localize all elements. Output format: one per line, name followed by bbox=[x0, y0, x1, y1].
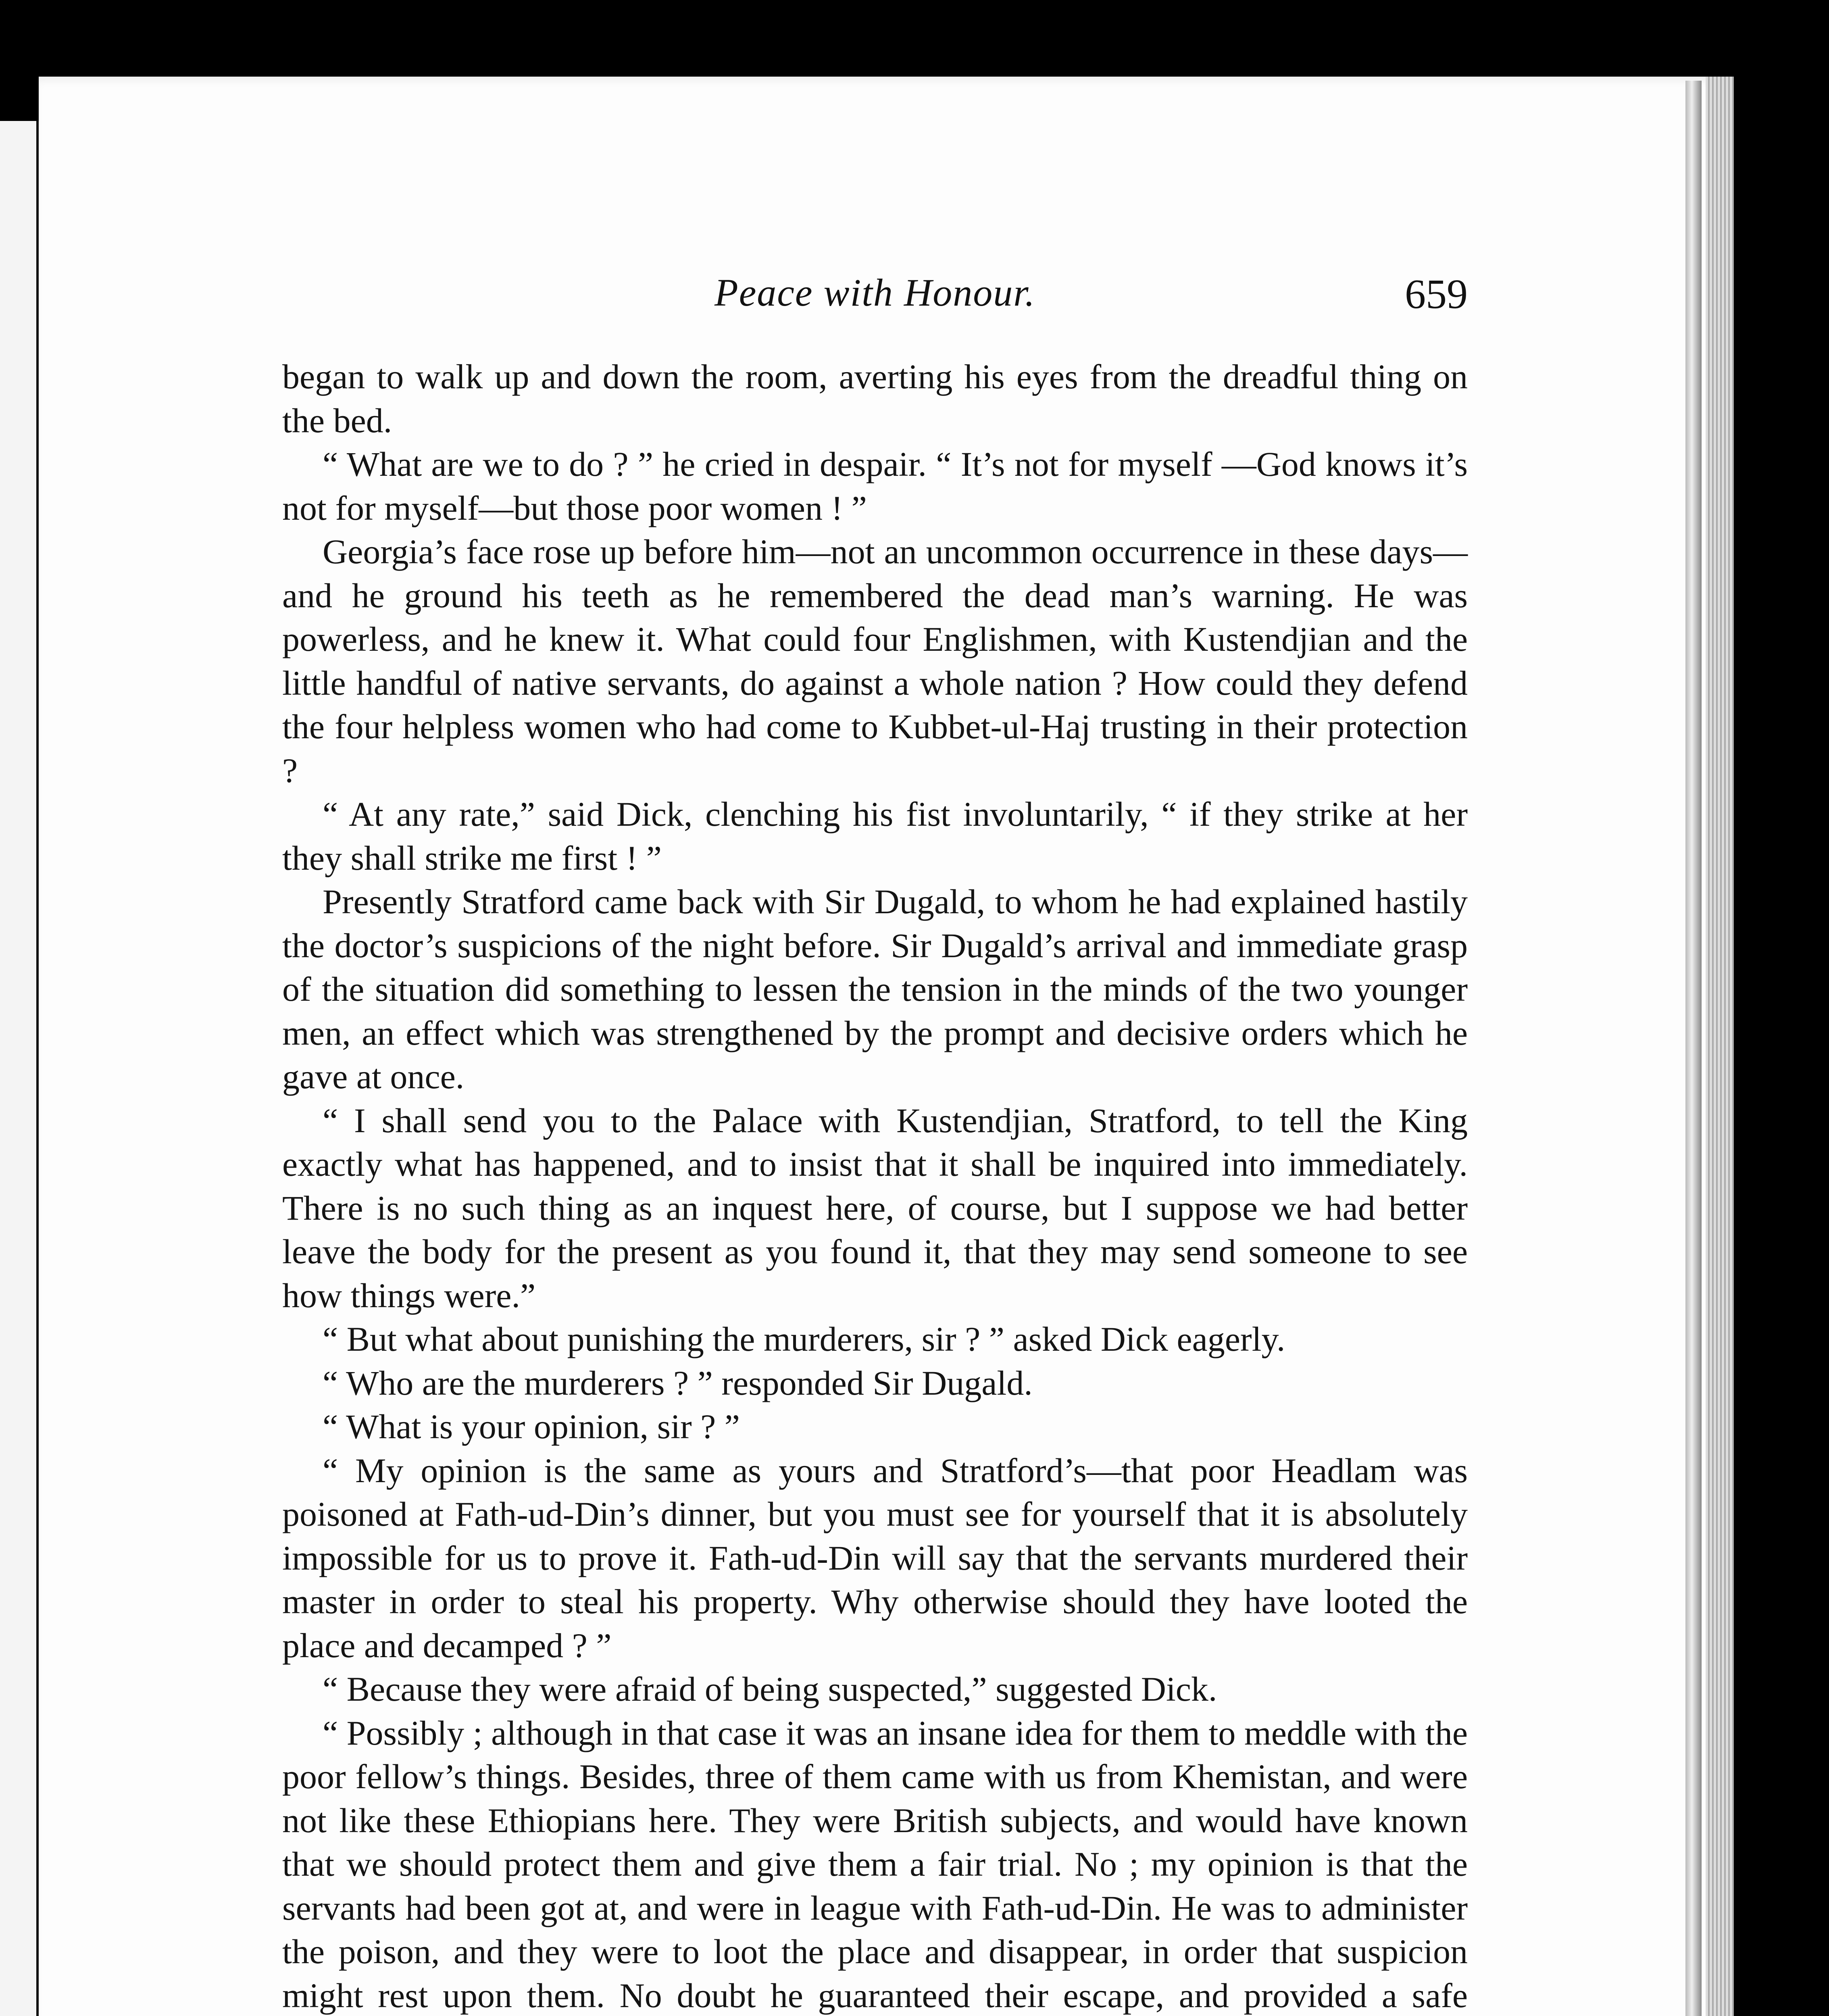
body-text bbox=[282, 355, 1468, 2016]
page-stack-edge bbox=[1706, 77, 1734, 2016]
running-title: Peace with Honour. bbox=[715, 271, 1035, 314]
page-number: 659 bbox=[1405, 271, 1468, 317]
previous-page-edge bbox=[0, 121, 39, 2016]
paragraph: “ Because they were afraid of being suspected,” suggested Dick. bbox=[323, 1670, 1217, 1708]
paragraph: “ But what about punishing the murderers, sir ? ” asked Dick eagerly. bbox=[323, 1320, 1285, 1358]
paragraph: “ I shall send you to the Palace with Kustendjian, Stratford, to tell the King exactly what has happened, and to insist that it shall be inquired into immediately. There is no such thing as an inquest here, of course, but I suppose we had better leave the body for the present as you found it, that they may send someone to see how things were.” bbox=[282, 1101, 1468, 1315]
page-gutter-shadow bbox=[1685, 81, 1702, 2016]
paragraph: “ What is your opinion, sir ? ” bbox=[323, 1407, 740, 1446]
paragraph: “ At any rate,” said Dick, clenching his fist involuntarily, “ if they strike at her they shall strike me first ! ” bbox=[282, 795, 1468, 877]
paragraph: “ Possibly ; although in that case it was an insane idea for them to meddle with the poor fellow’s things. Besides, three of them came with us from Khemistan, and were not like these Ethiopians here. They were British subjects, and would have known that we should protect them and give them a fair trial. No ; my opinion is that the servants had been got at, and were in league with Fath-ud-Din. He was to administer the poison, and they were to loot the place and disappear, in order that suspicion might rest upon them. No doubt he guaranteed their escape, and provided a safe bbox=[282, 1713, 1468, 2015]
paragraph: “ What are we to do ? ” he cried in despair. “ It’s not for myself —God knows it’s not for myself—but those poor women ! ” bbox=[282, 445, 1468, 527]
paragraph: “ Who are the murderers ? ” responded Sir Dugald. bbox=[323, 1363, 1033, 1402]
page-header bbox=[282, 270, 1468, 323]
paragraph: began to walk up and down the room, averting his eyes from the dreadful thing on the bed. bbox=[282, 357, 1468, 440]
paragraph: “ My opinion is the same as yours and Stratford’s—that poor Headlam was poisoned at Fath-ud-Din’s dinner, but you must see for yourself that it is absolutely impossible for us to prove it. Fath-ud-Din will say that the servants murdered their master in order to steal his property. Why otherwise should they have looted the place and decamped ? ” bbox=[282, 1451, 1468, 1665]
paragraph: Presently Stratford came back with Sir Dugald, to whom he had explained hastily the doctor’s suspicions of the night before. Sir Dugald’s arrival and immediate grasp of the situation did something to lessen the tension in the minds of the two younger men, an effect which was strengthened by the prompt and decisive orders which he gave at once. bbox=[282, 882, 1468, 1096]
paragraph: Georgia’s face rose up before him—not an uncommon occurrence in these days—and he ground his teeth as he remembered the dead man’s warning. He was powerless, and he knew it. What could four Englishmen, with Kustendjian and the little handful of native servants, do against a whole nation ? How could they defend the four helpless women who had come to Kubbet-ul-Haj trusting in their protection ? bbox=[282, 532, 1468, 790]
